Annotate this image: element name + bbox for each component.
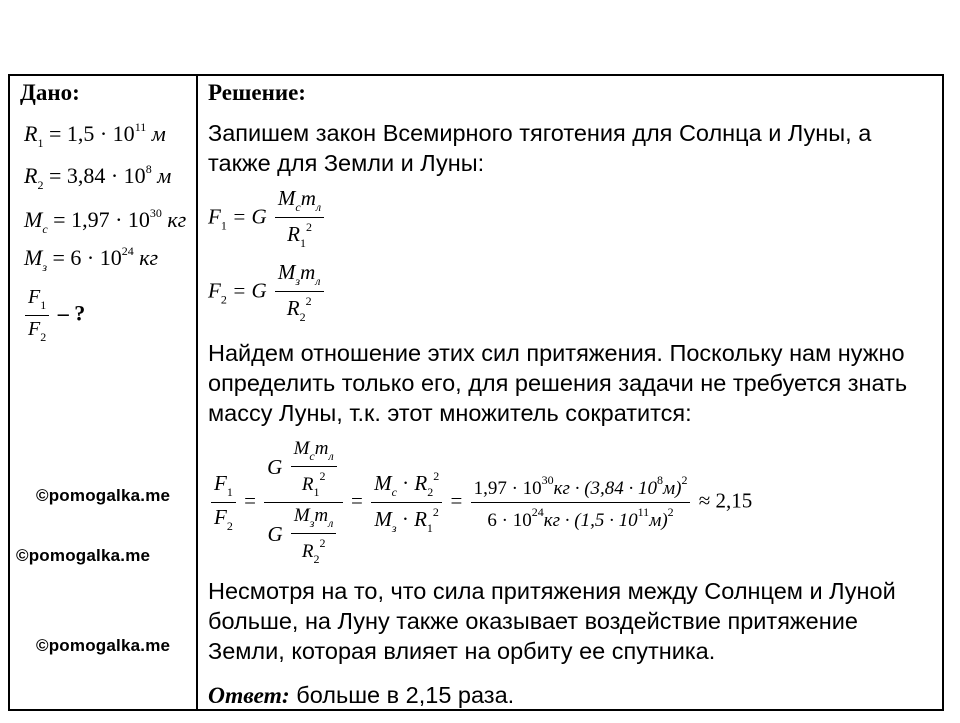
solution-table	[8, 74, 944, 711]
solution-title: Решение:	[208, 80, 306, 105]
formula-f1: $F_1 = G$ $\frac{M_cm_л}{R_1^2}$	[208, 186, 327, 251]
given-mz: $M_з = 6 \cdot 10^{24}$ кг	[24, 244, 159, 274]
answer-text: больше в 2,15 раза.	[296, 682, 515, 708]
column-divider	[196, 76, 198, 709]
conclusion-text: Несмотря на то, что сила притяжения между Солнцем и Луной больше, на Луну также оказывает воздействие притяжение Земли, которая влияет на орбиту ее спутника.	[208, 578, 896, 664]
given-title: Дано:	[20, 80, 80, 105]
given-r1: $R_1 = 1,5 \cdot 10^{11}$ м	[24, 120, 166, 150]
given-find: $\frac{F_1}{F_2}$ – ?	[22, 286, 85, 345]
formula-ratio: $\frac{F_1}{F_2}$ = G $\frac{M_cm_л}{R_1^2}$ G $\frac{M_зm_л}{R_2^2}$ = $\frac{M_c \cdot R_2^2}{M_з \cdot R_1^2}$ = $\frac{1,97 \cdot 10^{30}кг \cdot (3,84 \cdot 10^8м)^2}{6 \cdot 10^{24}кг \cdot (1,5 \cdot 10^{11}м)^2}$ ≈ 2,15	[208, 438, 752, 567]
watermark: ©pomogalka.me	[16, 546, 151, 565]
answer-label: Ответ:	[208, 683, 290, 709]
formula-f2: $F_2 = G$ $\frac{M_зm_л}{R_2^2}$	[208, 260, 327, 325]
given-r2: $R_2 = 3,84 \cdot 10^8$ м	[24, 162, 172, 192]
ratio-explanation: Найдем отношение этих сил притяжения. Поскольку нам нужно определить только его, для решения задачи не требуется знать массу Луны, т.к. этот множитель сократится:	[208, 340, 908, 426]
watermark: ©pomogalka.me	[36, 636, 171, 655]
watermark: ©pomogalka.me	[36, 486, 171, 505]
answer-line	[208, 682, 514, 710]
solution-intro: Запишем закон Всемирного тяготения для Солнца и Луны, а также для Земли и Луны:	[208, 120, 872, 176]
given-mc: $M_c = 1,97 \cdot 10^{30}$ кг	[24, 206, 187, 236]
